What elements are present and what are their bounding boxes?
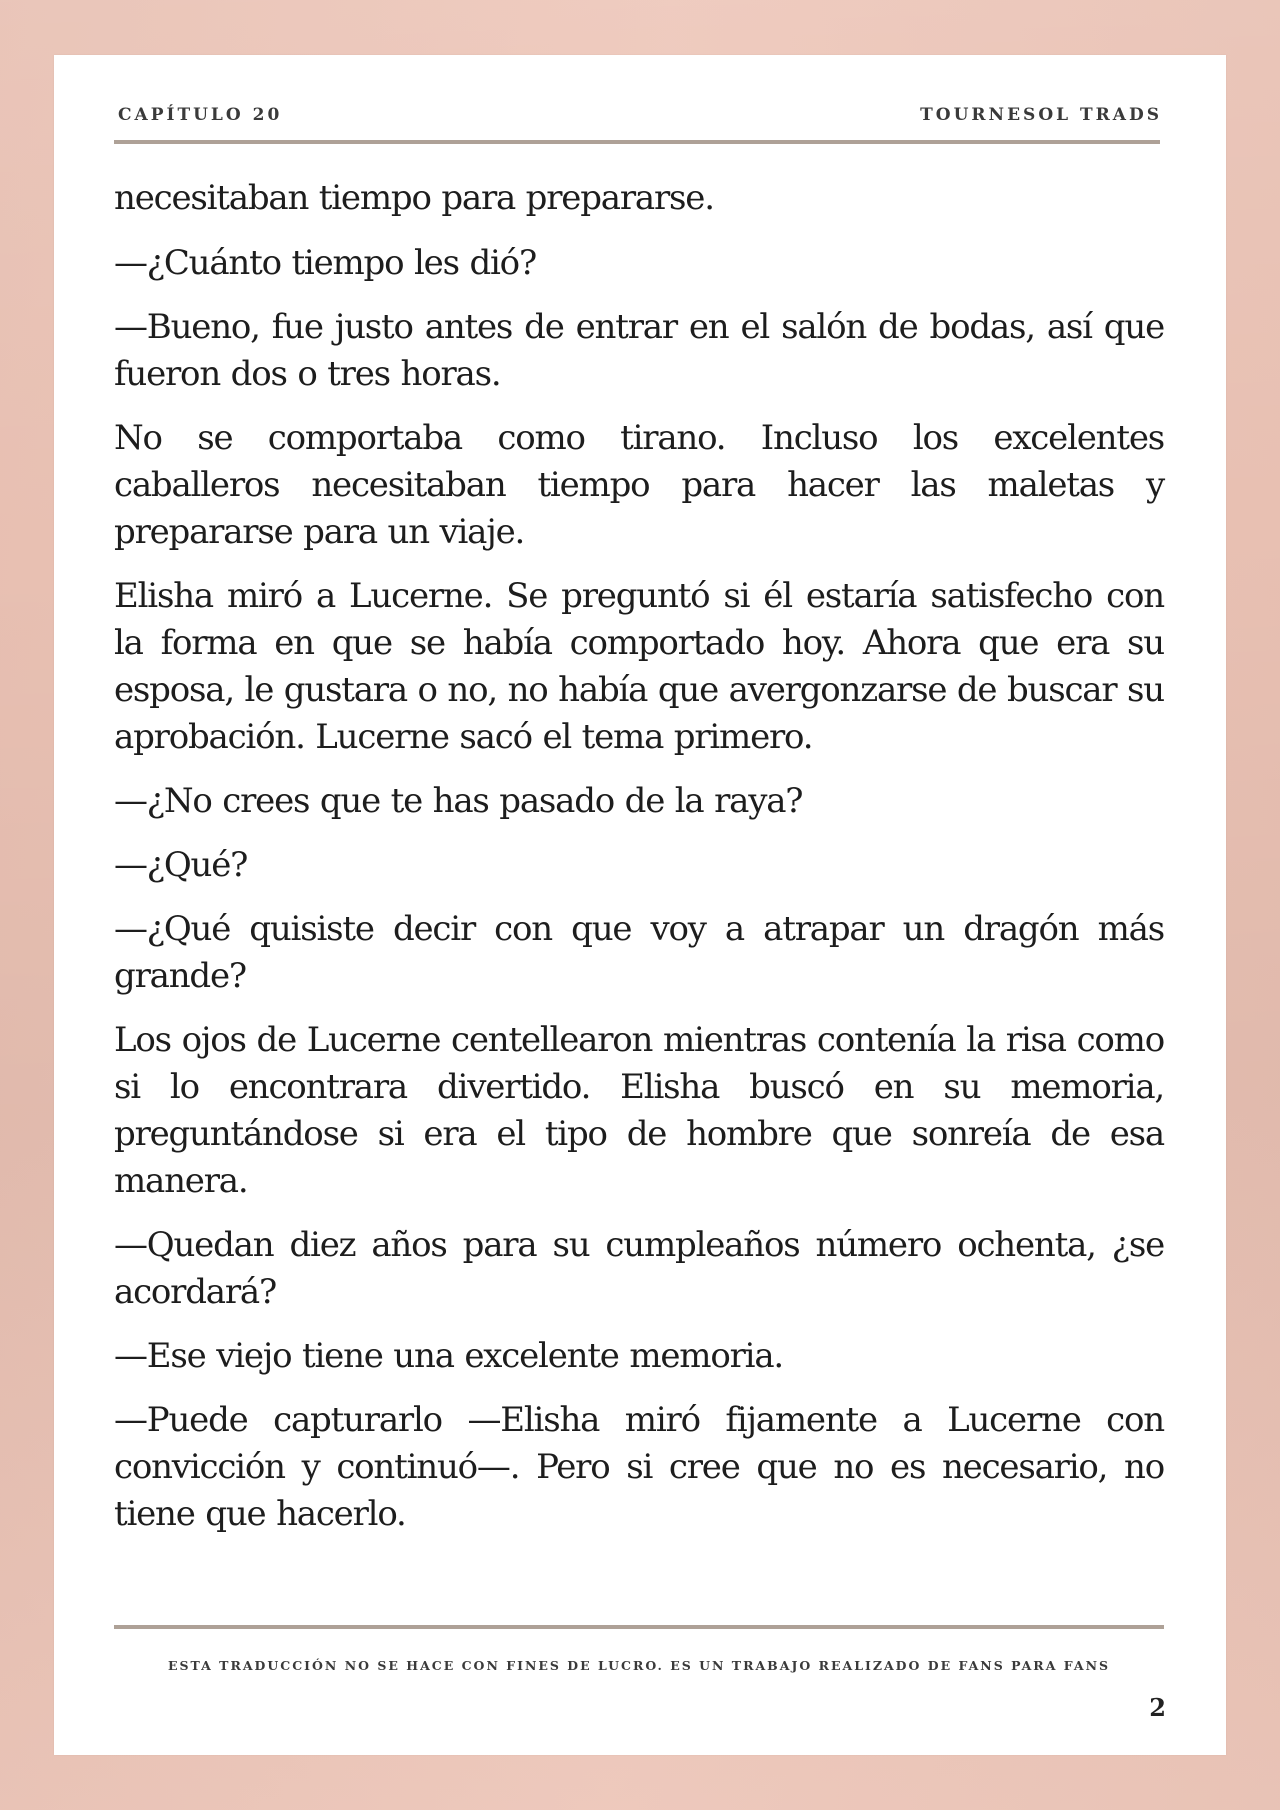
footer-divider (114, 1625, 1164, 1629)
chapter-label: CAPÍTULO 20 (118, 105, 283, 125)
paragraph: —¿Cuánto tiempo les dió? (114, 243, 536, 283)
paragraph: No se comportaba como tirano. Incluso los excelentes caballeros necesitaban tiempo para hacer las maletas y prepararse para un viaje. (114, 418, 1164, 552)
paragraph: —Puede capturarlo —Elisha miró fijamente a Lucerne con convicción y continuó—. Pero si cree que no es necesario, no tiene que hacerlo. (114, 1400, 1164, 1534)
paragraph: —¿No crees que te has pasado de la raya? (114, 781, 803, 821)
paragraph: —¿Qué? (114, 845, 248, 885)
paragraph: —Quedan diez años para su cumpleaños número ochenta, ¿se acordará? (114, 1225, 1164, 1312)
page-body (114, 175, 1164, 1555)
translator-group-label: TOURNESOL TRADS (920, 105, 1162, 125)
paragraph: —Bueno, fue justo antes de entrar en el salón de bodas, así que fueron dos o tres horas. (114, 307, 1164, 394)
page-number: 2 (1149, 1693, 1166, 1722)
page (54, 55, 1226, 1755)
disclaimer-note: ESTA TRADUCCIÓN NO SE HACE CON FINES DE LUCRO. ES UN TRABAJO REALIZADO DE FANS PARA FANS (167, 1658, 1111, 1673)
paragraph: —Ese viejo tiene una excelente memoria. (114, 1336, 783, 1376)
paragraph: Elisha miró a Lucerne. Se preguntó si él estaría satisfecho con la forma en que se había comportado hoy. Ahora que era su esposa, le gustara o no, no había que avergonzarse de buscar su aprobación. Lucerne sacó el tema primero. (114, 576, 1164, 757)
header-divider (114, 140, 1160, 144)
page-header (118, 105, 1162, 135)
paragraph: necesitaban tiempo para prepararse. (114, 178, 714, 218)
paragraph: Los ojos de Lucerne centellearon mientras contenía la risa como si lo encontrara divertido. Elisha buscó en su memoria, preguntándose si era el tipo de hombre que sonreía de esa manera. (114, 1020, 1164, 1201)
paragraph: —¿Qué quisiste decir con que voy a atrapar un dragón más grande? (114, 909, 1164, 996)
